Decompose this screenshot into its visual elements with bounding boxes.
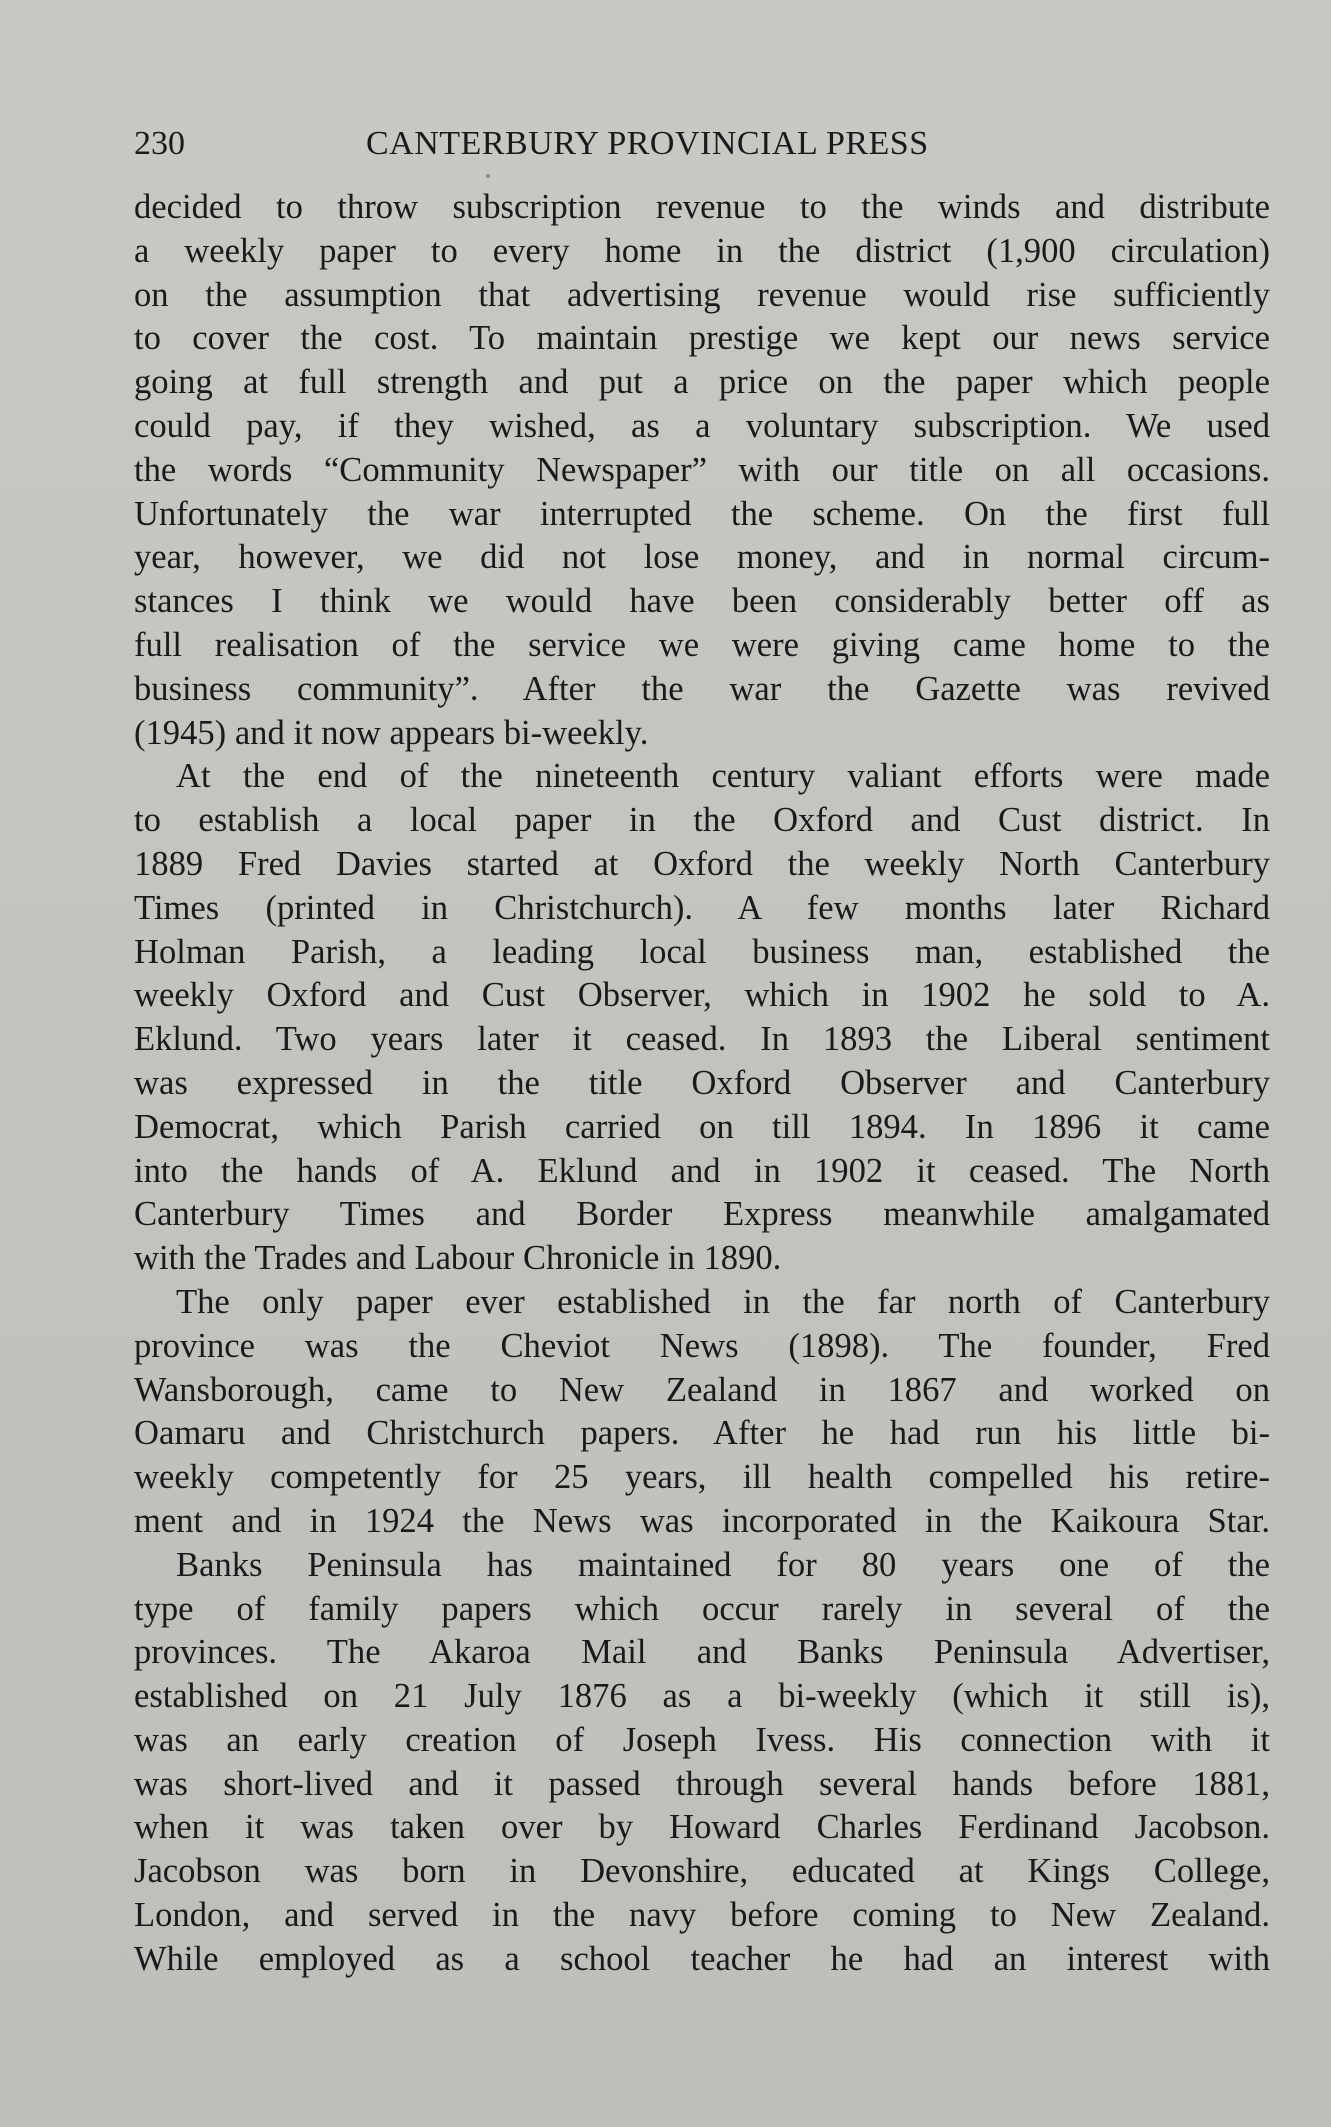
- text-line: decided to throw subscription revenue to the winds and distribute: [134, 188, 1270, 226]
- text-line: was expressed in the title Oxford Observer and Canterbury: [134, 1063, 1270, 1102]
- text-line: was short-lived and it passed through several hands before 1881,: [134, 1764, 1270, 1803]
- text-line: weekly competently for 25 years, ill health compelled his retire-: [134, 1458, 1270, 1497]
- text-line: provinces. The Akaroa Mail and Banks Peninsula Advertiser,: [134, 1633, 1270, 1672]
- text-line: Times (printed in Christchurch). A few months later Richard: [134, 888, 1270, 927]
- text-line: to establish a local paper in the Oxford and Cust district. In: [134, 801, 1270, 840]
- text-line: Jacobson was born in Devonshire, educated at Kings College,: [134, 1852, 1270, 1891]
- text-line: weekly Oxford and Cust Observer, which in 1902 he sold to A.: [134, 976, 1270, 1015]
- running-title: CANTERBURY PROVINCIAL PRESS: [366, 125, 929, 162]
- text-line: established on 21 July 1876 as a bi-weekly (which it still is),: [134, 1677, 1270, 1716]
- text-line: (1945) and it now appears bi-weekly.: [134, 713, 649, 752]
- text-line: Wansborough, came to New Zealand in 1867 and worked on: [134, 1370, 1270, 1409]
- text-line: 1889 Fred Davies started at Oxford the weekly North Canterbury: [134, 844, 1270, 883]
- text-line: Democrat, which Parish carried on till 1894. In 1896 it came: [134, 1107, 1270, 1146]
- text-line: full realisation of the service we were giving came home to the: [134, 625, 1270, 664]
- text-line: type of family papers which occur rarely in several of the: [134, 1589, 1270, 1628]
- text-line: going at full strength and put a price on the paper which people: [134, 363, 1270, 402]
- text-line: Eklund. Two years later it ceased. In 1893 the Liberal sentiment: [134, 1020, 1270, 1059]
- running-head: [134, 118, 1270, 170]
- body-text: [134, 186, 1270, 1982]
- text-line: The only paper ever established in the far north of Canterbury: [176, 1282, 1270, 1321]
- text-line: Banks Peninsula has maintained for 80 years one of the: [176, 1545, 1270, 1584]
- text-line: was an early creation of Joseph Ivess. His connection with it: [134, 1720, 1270, 1759]
- text-line: province was the Cheviot News (1898). The founder, Fred: [134, 1326, 1270, 1365]
- text-line: the words “Community Newspaper” with our title on all occasions.: [134, 450, 1270, 489]
- text-line: into the hands of A. Eklund and in 1902 it ceased. The North: [134, 1151, 1270, 1190]
- book-page: [134, 118, 1270, 1982]
- text-line: a weekly paper to every home in the district (1,900 circulation): [134, 231, 1270, 270]
- page-number: 230: [134, 125, 185, 162]
- text-line: London, and served in the navy before coming to New Zealand.: [134, 1896, 1270, 1935]
- text-line: Holman Parish, a leading local business man, established the: [134, 932, 1270, 971]
- text-line: year, however, we did not lose money, and in normal circum-: [134, 538, 1270, 577]
- text-line: Oamaru and Christchurch papers. After he had run his little bi-: [134, 1414, 1270, 1453]
- text-line: While employed as a school teacher he had an interest with: [134, 1939, 1270, 1978]
- text-line: when it was taken over by Howard Charles Ferdinand Jacobson.: [134, 1808, 1270, 1847]
- text-line: with the Trades and Labour Chronicle in 1890.: [134, 1239, 782, 1278]
- text-line: At the end of the nineteenth century valiant efforts were made: [176, 757, 1270, 796]
- paper-speck: [486, 174, 490, 178]
- text-line: could pay, if they wished, as a voluntary subscription. We used: [134, 406, 1270, 445]
- text-line: Canterbury Times and Border Express meanwhile amalgamated: [134, 1195, 1270, 1234]
- text-line: business community”. After the war the Gazette was revived: [134, 669, 1270, 708]
- text-line: Unfortunately the war interrupted the scheme. On the first full: [134, 494, 1270, 533]
- text-line: ment and in 1924 the News was incorporated in the Kaikoura Star.: [134, 1501, 1270, 1540]
- text-line: stances I think we would have been considerably better off as: [134, 582, 1270, 621]
- text-line: on the assumption that advertising revenue would rise sufficiently: [134, 275, 1270, 314]
- text-line: to cover the cost. To maintain prestige we kept our news service: [134, 319, 1270, 358]
